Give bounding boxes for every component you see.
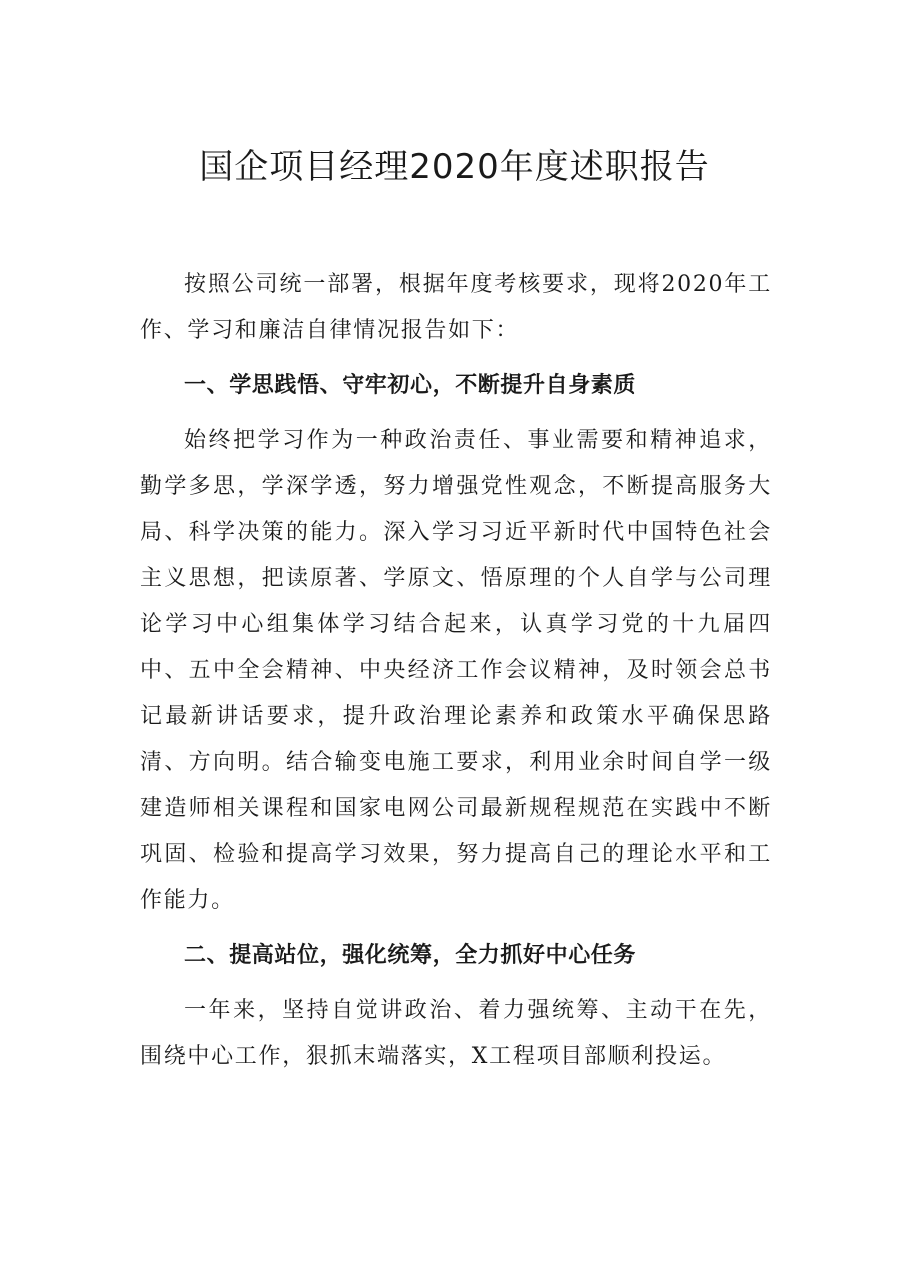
intro-paragraph: 按照公司统一部署，根据年度考核要求，现将2020年工作、学习和廉洁自律情况报告如下： (140, 272, 772, 343)
section-heading-2: 二、提高站位，强化统筹，全力抓好中心任务 (184, 943, 637, 968)
document-title: 国企项目经理2020年度述职报告 (199, 147, 710, 187)
section-heading-1: 一、学思践悟、守牢初心，不断提升自身素质 (184, 373, 637, 398)
document-body (140, 262, 772, 1080)
section-2-paragraph: 一年来，坚持自觉讲政治、着力强统筹、主动干在先，围绕中心工作，狠抓末端落实，X工程项目部顺利投运。 (140, 998, 772, 1069)
section-1-paragraph: 始终把学习作为一种政治责任、事业需要和精神追求，勤学多思，学深学透，努力增强党性观念，不断提高服务大局、科学决策的能力。深入学习习近平新时代中国特色社会主义思想，把读原著、学原文、悟原理的个人自学与公司理论学习中心组集体学习结合起来，认真学习党的十九届四中、五中全会精神、中央经济工作会议精神，及时领会总书记最新讲话要求，提升政治理论素养和政策水平确保思路清、方向明。结合输变电施工要求，利用业余时间自学一级建造师相关课程和国家电网公司最新规程规范在实践中不断巩固、检验和提高学习效果，努力提高自己的理论水平和工作能力。 (140, 428, 772, 913)
